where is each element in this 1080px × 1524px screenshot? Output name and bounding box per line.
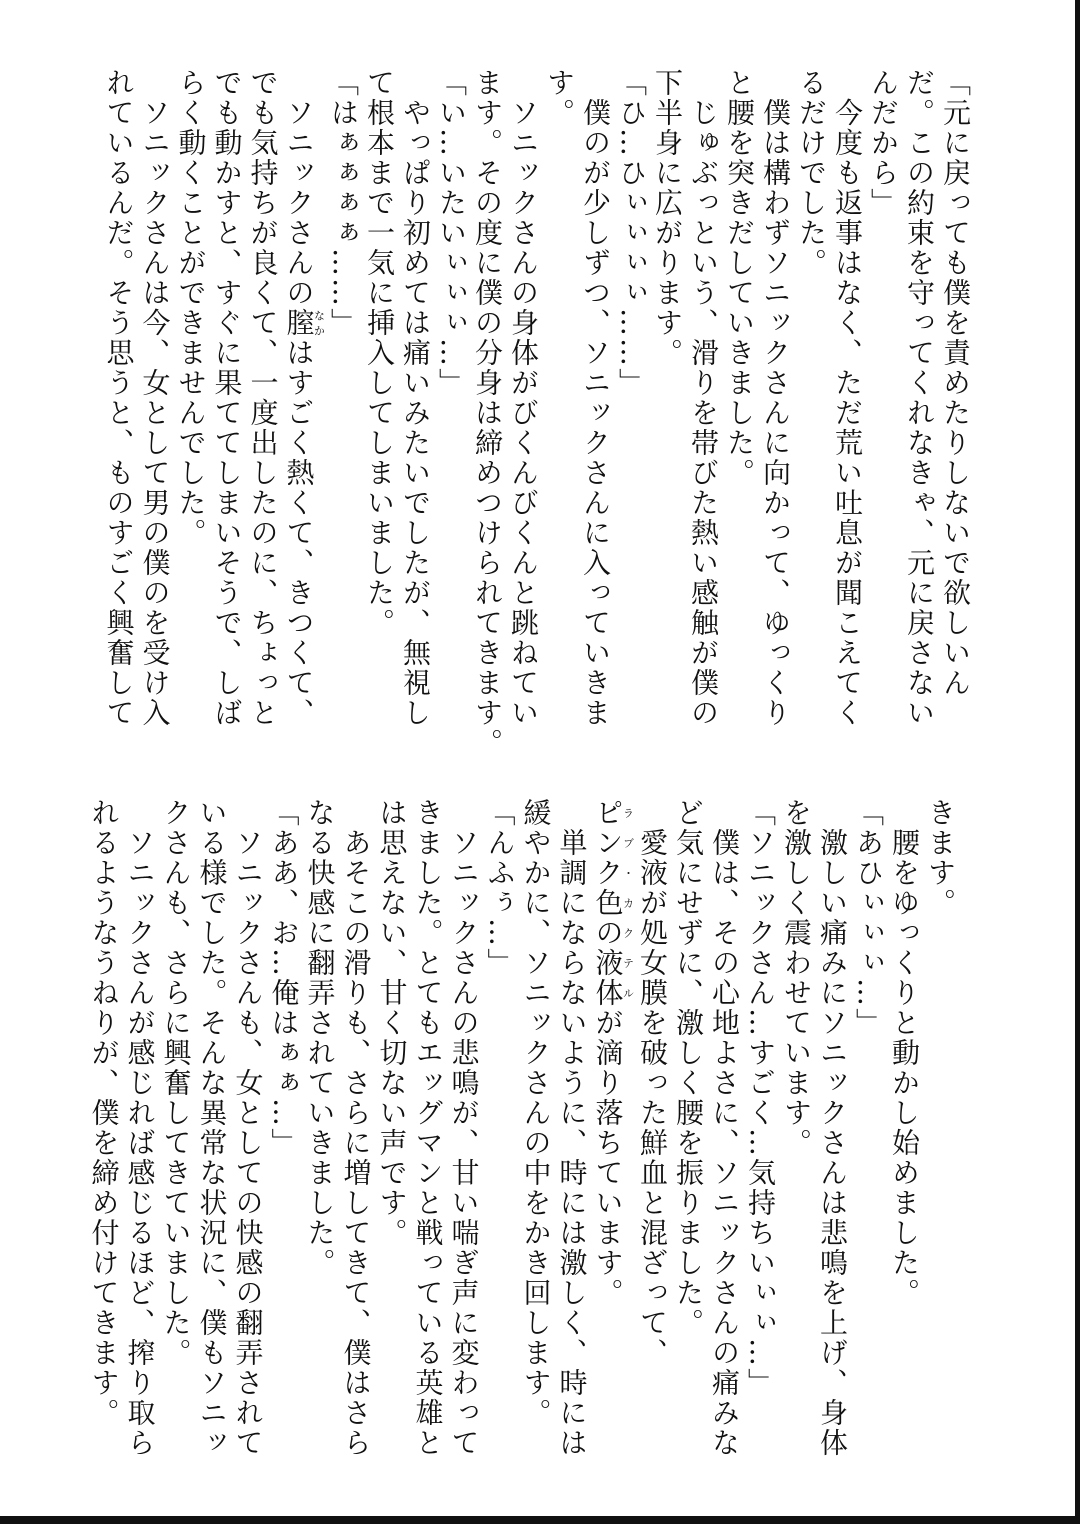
text-column: ソニックさんも、女としての快感の翻弄されて <box>231 798 265 1458</box>
text-column: 腰をゆっくりと動かし始めました。 <box>888 798 921 1308</box>
text-column: は思えない、甘く切ない声です。 <box>375 798 409 1248</box>
text-column: れるようなうねりが、僕を締め付けてきます。 <box>87 798 121 1428</box>
text-column: と腰を突きだしていきました。 <box>723 68 756 488</box>
text-column: 緩やかに、ソニックさんの中をかき回します。 <box>519 798 553 1428</box>
text-column: 「ひ…ひぃぃぃぃ……」 <box>615 68 648 398</box>
scan-edge-bottom <box>0 1516 1080 1524</box>
text-column: ソニックさんが感じれば感じるほど、搾り取ら <box>123 798 157 1458</box>
text-column: いる様でした。そんな異常な状況に、僕もソニッ <box>195 798 229 1458</box>
ruby-base: 膣 <box>282 308 316 338</box>
text-column: でも動かすと、すぐに果ててしまいそうで、しば <box>210 68 244 728</box>
text-column: ソニックさんの悲鳴が、甘い喘ぎ声に変わって <box>447 798 481 1458</box>
text-column: て根本まで一気に挿入してしまいました。 <box>363 68 396 638</box>
text-column: 「い…いたいぃぃぃ…」 <box>435 68 468 398</box>
text-column: ます。その度に僕の分身は締めつけられてきます。 <box>471 68 504 758</box>
text-column: 「はぁぁぁぁ……」 <box>327 68 360 338</box>
text-column: じゅぶっという、滑りを帯びた熱い感触が僕の <box>687 68 720 728</box>
ruby-text <box>591 798 635 1008</box>
text-column: 「んふぅ…」 <box>483 798 517 978</box>
text-column: 「ああ、お…俺はぁぁ…」 <box>267 798 301 1158</box>
text-column: なる快感に翻弄されていきました。 <box>303 798 337 1278</box>
text-column: 下半身に広がります。 <box>651 68 684 368</box>
text-column: ソニックさんは今、女として男の僕のを受け入 <box>138 68 172 728</box>
text-column: 僕のが少しずつ、ソニックさんに入っていきま <box>579 68 612 728</box>
text-column: 僕は構わずソニックさんに向かって、ゆっくり <box>759 68 792 728</box>
text-column: クさんも、さらに興奮してきていました。 <box>159 798 193 1368</box>
text-column: 単調にならないように、時には激しく、時には <box>555 798 589 1458</box>
text-column: 愛液が処女膜を破った鮮血と混ざって、 <box>636 798 669 1368</box>
text-column <box>281 68 326 758</box>
text-column: ど気にせずに、激しく腰を振りました。 <box>672 798 705 1338</box>
text-column: やっぱり初めては痛いみたいでしたが、無視し <box>399 68 432 728</box>
text-column: るだけでした。 <box>795 68 828 278</box>
text-block-upper <box>101 68 974 758</box>
text-column: ソニックさんの身体がびくんびくんと跳ねてい <box>507 68 540 728</box>
text-column: だ。この約束を守ってくれなきゃ、元に戻さない <box>903 68 936 728</box>
text-column: を激しく震わせています。 <box>780 798 813 1158</box>
text-column: す。 <box>543 68 576 128</box>
ruby-reading: なか <box>312 308 326 338</box>
text-column: 「ソニックさん…すごく…気持ちいぃぃ…」 <box>744 798 777 1398</box>
text-column: きました。とてもエッグマンと戦っている英雄と <box>411 798 445 1458</box>
scan-edge-right <box>1075 0 1080 1524</box>
text-segment: はすごく熱くて、きつくて、 <box>282 338 316 728</box>
text-segment: が滴り落ちています。 <box>591 1008 625 1308</box>
ruby-base: ピンク色の液体 <box>591 798 625 1008</box>
text-column: あそこの滑りも、さらに増してきて、僕はさら <box>339 798 373 1458</box>
text-segment: ソニックさんの <box>282 68 316 308</box>
text-column: 「あひぃぃぃ…」 <box>852 798 885 1038</box>
text-column: 「元に戻っても僕を責めたりしないで欲しいん <box>939 68 972 698</box>
text-column <box>590 798 635 1458</box>
text-column: 今度も返事はなく、ただ荒い吐息が聞こえてく <box>831 68 864 728</box>
text-column: らく動くことができませんでした。 <box>174 68 208 548</box>
text-column: きます。 <box>924 798 957 918</box>
ruby-reading: ラブ・カクテル <box>621 798 635 1008</box>
text-column: れているんだ。そう思うと、ものすごく興奮して <box>102 68 136 728</box>
text-column: でも気持ちが良くて、一度出したのに、ちょっと <box>246 68 280 728</box>
text-column: んだから」 <box>867 68 900 218</box>
ruby-text <box>282 308 326 338</box>
text-column: 激しい痛みにソニックさんは悲鳴を上げ、身体 <box>816 798 849 1458</box>
text-block-lower <box>86 798 959 1458</box>
text-column: 僕は、その心地よさに、ソニックさんの痛みな <box>708 798 741 1458</box>
